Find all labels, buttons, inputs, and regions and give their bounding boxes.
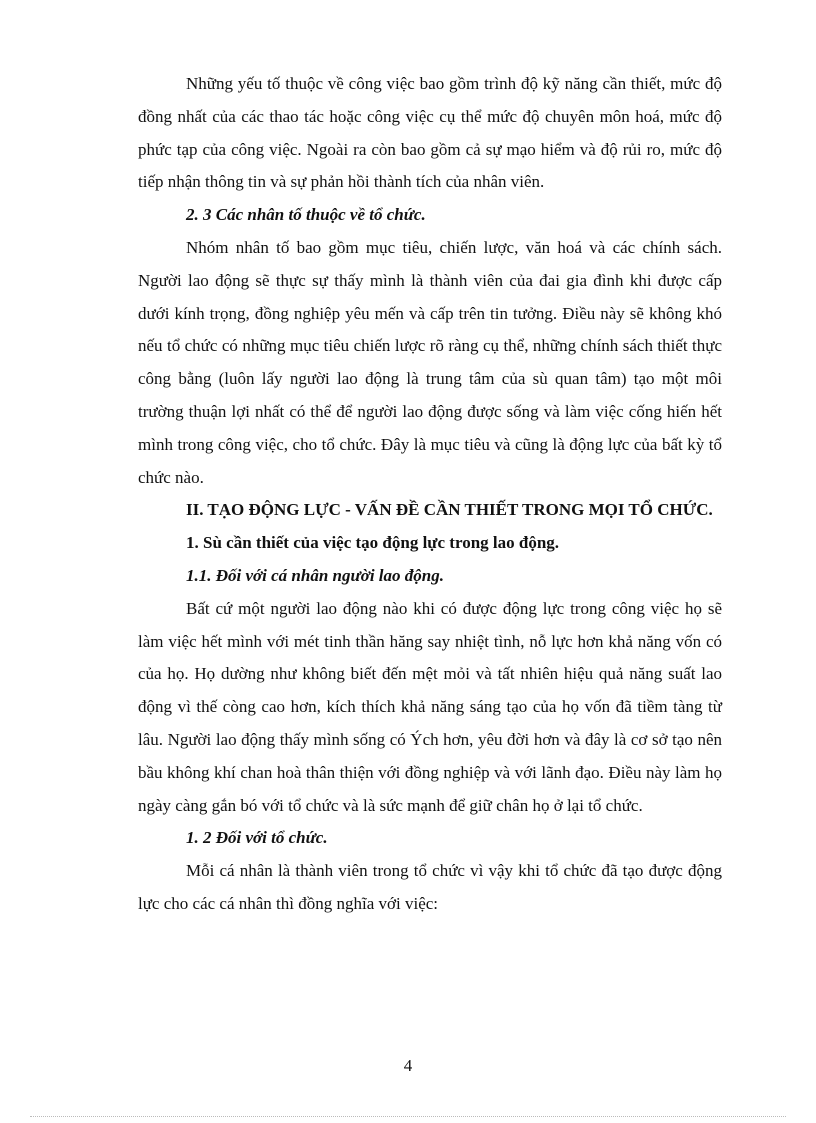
- paragraph-individual-worker: Bất cứ một người lao động nào khi có được động lực trong công việc họ sẽ làm việc hết mình với mét tinh thần hăng say nhiệt tình, nỗ lực hơn khả năng vốn có của họ. Họ dường như không biết đến mệt mỏi và tất nhiên hiệu quả năng suất lao động vì thế còng cao hơn, kích thích khả năng sáng tạo của họ vốn đã tiềm tàng từ lâu. Người lao động thấy mình sống có Ých hơn, yêu đời hơn và đây là cơ sở tạo nên bầu không khí chan hoà thân thiện với đồng nghiệp và với lãnh đạo. Điều này làm họ ngày càng gắn bó với tổ chức và là sức mạnh để giữ chân họ ở lại tổ chức.: [138, 598, 722, 815]
- page-bottom-divider: [30, 1116, 786, 1117]
- heading-organization: 1. 2 Đối với tổ chức.: [186, 828, 328, 848]
- paragraph-organization: Mỗi cá nhân là thành viên trong tổ chức vì vậy khi tổ chức đã tạo được động lực cho các cá nhân thì đồng nghĩa với việc:: [138, 861, 722, 913]
- heading-individual-worker: 1.1. Đối với cá nhân người lao động.: [186, 565, 444, 585]
- heading-necessity: 1. Sù cần thiết của việc tạo động lực trong lao động.: [186, 533, 560, 553]
- paragraph-job-factors: Những yếu tố thuộc về công việc bao gồm trình độ kỹ năng cần thiết, mức độ đồng nhất của các thao tác hoặc công việc cụ thể mức độ chuyên môn hoá, mức độ phức tạp của công việc. Ngoài ra còn bao gồm cả sự mạo hiểm và độ rủi ro, mức độ tiếp nhận thông tin và sự phản hồi thành tích của nhân viên.: [138, 74, 722, 192]
- paragraph-organizational-factors: Nhóm nhân tố bao gồm mục tiêu, chiến lược, văn hoá và các chính sách. Người lao động sẽ thực sự thấy mình là thành viên của đai gia đình khi được cấp dưới kính trọng, đồng nghiệp yêu mến và cấp trên tin tưởng. Điều này sẽ không khó nếu tổ chức có những mục tiêu chiến lược rõ ràng cụ thể, những chính sách thiết thực công bằng (luôn lấy người lao động là trung tâm của sù quan tâm) tạo một môi trường thuận lợi nhất có thể để người lao động được sống và làm việc cống hiến hết mình trong công việc, cho tổ chức. Đây là mục tiêu và cũng là động lực của bất kỳ tổ chức nào.: [138, 237, 722, 487]
- section-heading-motivation: II. TẠO ĐỘNG LỰC - VẤN ĐỀ CẦN THIẾT TRONG MỌI TỔ CHỨC.: [186, 500, 713, 520]
- page-body: [138, 68, 722, 921]
- heading-organizational-factors: 2. 3 Các nhân tố thuộc về tổ chức.: [186, 205, 426, 225]
- page-number: 4: [403, 1056, 413, 1075]
